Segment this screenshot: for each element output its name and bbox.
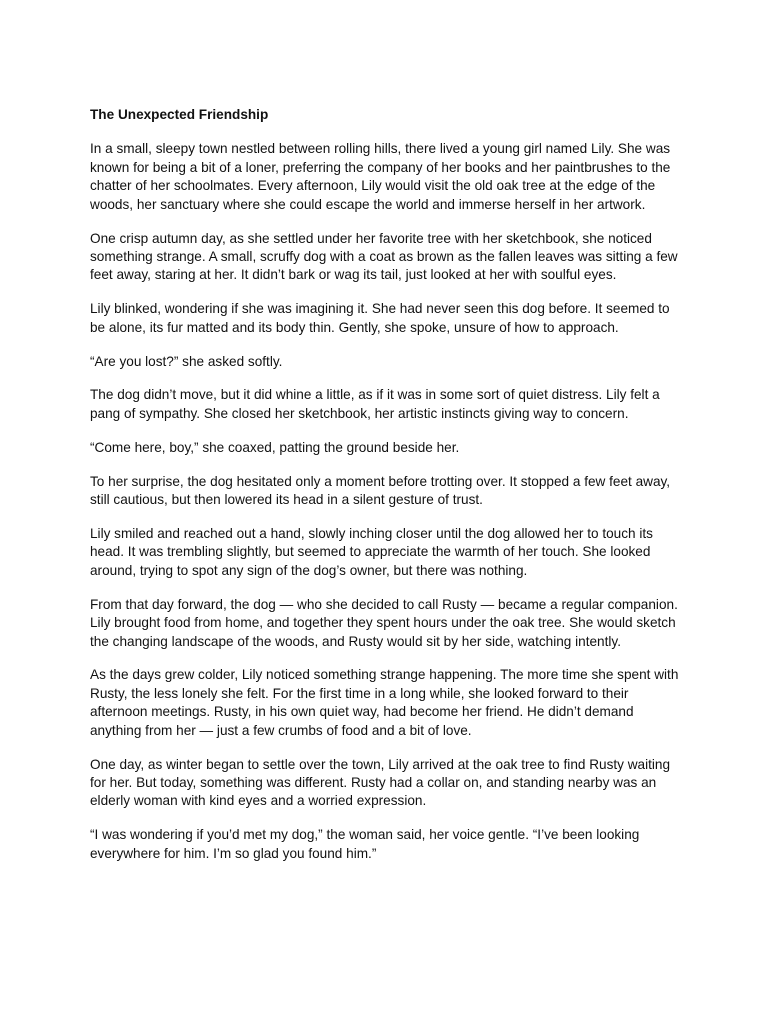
paragraph: “Are you lost?” she asked softly. xyxy=(90,353,283,369)
paragraph: In a small, sleepy town nestled between rolling hills, there lived a young girl named Lily. She was known for being a bit of a loner, preferring the company of her books and her paintbrushes to the chatter of her schoolmates. Every afternoon, Lily would visit the old oak tree at the edge of the woods, her sanctuary where she could escape the world and immerse herself in her artwork. xyxy=(90,141,671,212)
paragraph: One day, as winter began to settle over the town, Lily arrived at the oak tree to find Rusty waiting for her. But today, something was different. Rusty had a collar on, and standing nearby was an elderly woman with kind eyes and a worried expression. xyxy=(90,756,671,809)
paragraph: As the days grew colder, Lily noticed something strange happening. The more time she spent with Rusty, the less lonely she felt. For the first time in a long while, she looked forward to their afternoon meetings. Rusty, in his own quiet way, had become her friend. He didn’t demand anything from her — just a few crumbs of food and a bit of love. xyxy=(90,667,679,738)
document-page xyxy=(90,106,688,879)
paragraph: From that day forward, the dog — who she decided to call Rusty — became a regular companion. Lily brought food from home, and together they spent hours under the oak tree. She would sketch the changing landscape of the woods, and Rusty would sit by her side, watching intently. xyxy=(90,596,678,649)
document-title: The Unexpected Friendship xyxy=(90,107,269,122)
paragraph: “I was wondering if you’d met my dog,” the woman said, her voice gentle. “I’ve been looking everywhere for him. I’m so glad you found him.” xyxy=(90,827,640,861)
paragraph: Lily smiled and reached out a hand, slowly inching closer until the dog allowed her to touch its head. It was trembling slightly, but seemed to appreciate the warmth of her touch. She looked around, trying to spot any sign of the dog’s owner, but there was nothing. xyxy=(90,526,653,578)
paragraph: To her surprise, the dog hesitated only a moment before trotting over. It stopped a few feet away, still cautious, but then lowered its head in a silent gesture of trust. xyxy=(90,473,671,508)
paragraph: “Come here, boy,” she coaxed, patting the ground beside her. xyxy=(90,439,460,455)
paragraph: The dog didn’t move, but it did whine a little, as if it was in some sort of quiet distress. Lily felt a pang of sympathy. She closed her sketchbook, her artistic instincts giving way to concern. xyxy=(90,387,660,421)
paragraph: One crisp autumn day, as she settled under her favorite tree with her sketchbook, she noticed something strange. A small, scruffy dog with a coat as brown as the fallen leaves was sitting a few feet away, staring at her. It didn’t bark or wag its tail, just looked at her with soulful eyes. xyxy=(90,230,678,283)
paragraph: Lily blinked, wondering if she was imagining it. She had never seen this dog before. It seemed to be alone, its fur matted and its body thin. Gently, she spoke, unsure of how to approach. xyxy=(90,301,670,335)
